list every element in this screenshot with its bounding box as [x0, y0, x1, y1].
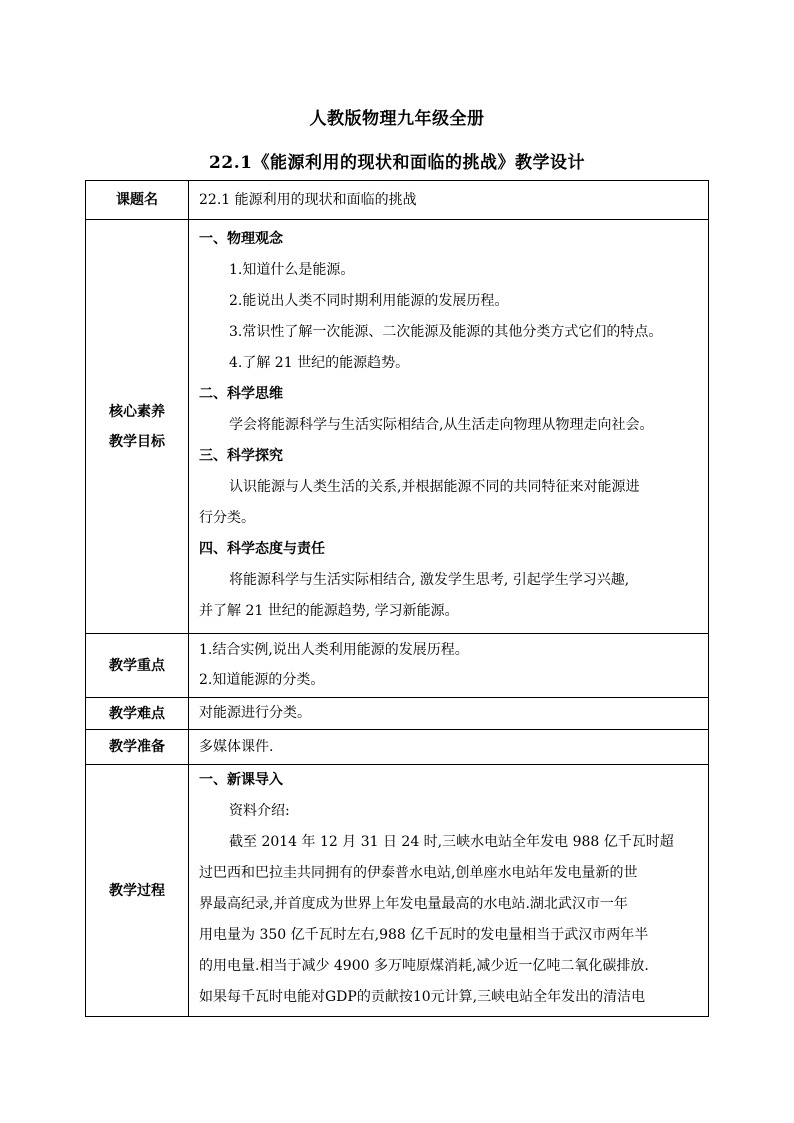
process-label: 教学过程: [86, 765, 189, 1017]
literacy-line: 并了解 21 世纪的能源趋势, 学习新能源。: [199, 603, 459, 619]
topic-row: [86, 181, 709, 220]
difficulties-row: [86, 698, 709, 730]
topic-cell: [189, 181, 709, 220]
literacy-row: [86, 220, 709, 634]
literacy-line: 4.了解 21 世纪的能源趋势。: [229, 355, 410, 371]
lesson-plan-table: [85, 180, 709, 1017]
difficulties-label: 教学难点: [86, 698, 189, 730]
literacy-line: 学会将能源科学与生活实际相结合,从生活走向物理从物理走向社会。: [229, 417, 654, 433]
section-heading: 一、物理观念: [199, 231, 283, 247]
section-heading: 二、科学思维: [199, 386, 283, 402]
literacy-label-line1: 核心素养: [109, 403, 165, 420]
literacy-lines: [189, 224, 708, 627]
literacy-label-line2: 教学目标: [109, 433, 165, 450]
process-line: 如果每千瓦时电能对GDP的贡献按10元计算,三峡电站全年发出的清洁电: [199, 989, 646, 1005]
process-lines: [189, 765, 708, 1013]
preparation-row: [86, 730, 709, 765]
literacy-line: 3.常识性了解一次能源、二次能源及能源的其他分类方式它们的特点。: [229, 324, 663, 340]
process-line: 的用电量.相当于减少 4900 多万吨原煤消耗,减少近一亿吨二氧化碳排放.: [199, 958, 649, 974]
literacy-line: 行分类。: [199, 510, 255, 526]
document-title: 人教版物理九年级全册: [309, 109, 485, 129]
preparation-cell: [189, 730, 709, 765]
literacy-line: 1.知道什么是能源。: [229, 262, 355, 278]
section-heading: 三、科学探究: [199, 448, 283, 464]
topic-label: 课题名: [86, 181, 189, 220]
literacy-line: 认识能源与人类生活的关系,并根据能源不同的共同特征来对能源进: [229, 479, 640, 495]
key-points-row: [86, 634, 709, 698]
literacy-line: 将能源科学与生活实际相结合, 激发学生思考, 引起学生学习兴趣,: [229, 572, 630, 588]
process-row: [86, 765, 709, 1017]
section-heading: 四、科学态度与责任: [199, 541, 325, 557]
process-line: 资料介绍:: [229, 803, 290, 819]
topic-value: 22.1 能源利用的现状和面临的挑战: [199, 192, 417, 208]
literacy-cell: [189, 220, 709, 634]
literacy-line: 2.能说出人类不同时期利用能源的发展历程。: [229, 293, 509, 309]
preparation-label: 教学准备: [86, 730, 189, 765]
process-line: 过巴西和巴拉圭共同拥有的伊泰普水电站,创单座水电站年发电量新的世: [199, 865, 638, 881]
process-cell: [189, 765, 709, 1017]
difficulties-cell: [189, 698, 709, 730]
difficulties-value: 对能源进行分类。: [199, 705, 311, 721]
key-point-item: 2.知道能源的分类。: [199, 672, 325, 688]
process-line: 界最高纪录,并首度成为世界上年发电量最高的水电站.湖北武汉市一年: [199, 896, 628, 912]
preparation-value: 多媒体课件.: [199, 739, 274, 755]
key-points-cell: [189, 634, 709, 698]
process-line: 截至 2014 年 12 月 31 日 24 时,三峡水电站全年发电 988 亿千瓦时超: [229, 834, 674, 850]
lesson-title: 22.1《能源利用的现状和面临的挑战》教学设计: [209, 153, 585, 173]
section-heading: 一、新课导入: [199, 772, 283, 788]
key-points-label: 教学重点: [86, 634, 189, 698]
literacy-label: [86, 220, 189, 634]
process-line: 用电量为 350 亿千瓦时左右,988 亿千瓦时的发电量相当于武汉市两年半: [199, 927, 649, 943]
key-point-item: 1.结合实例,说出人类利用能源的发展历程。: [199, 642, 469, 658]
